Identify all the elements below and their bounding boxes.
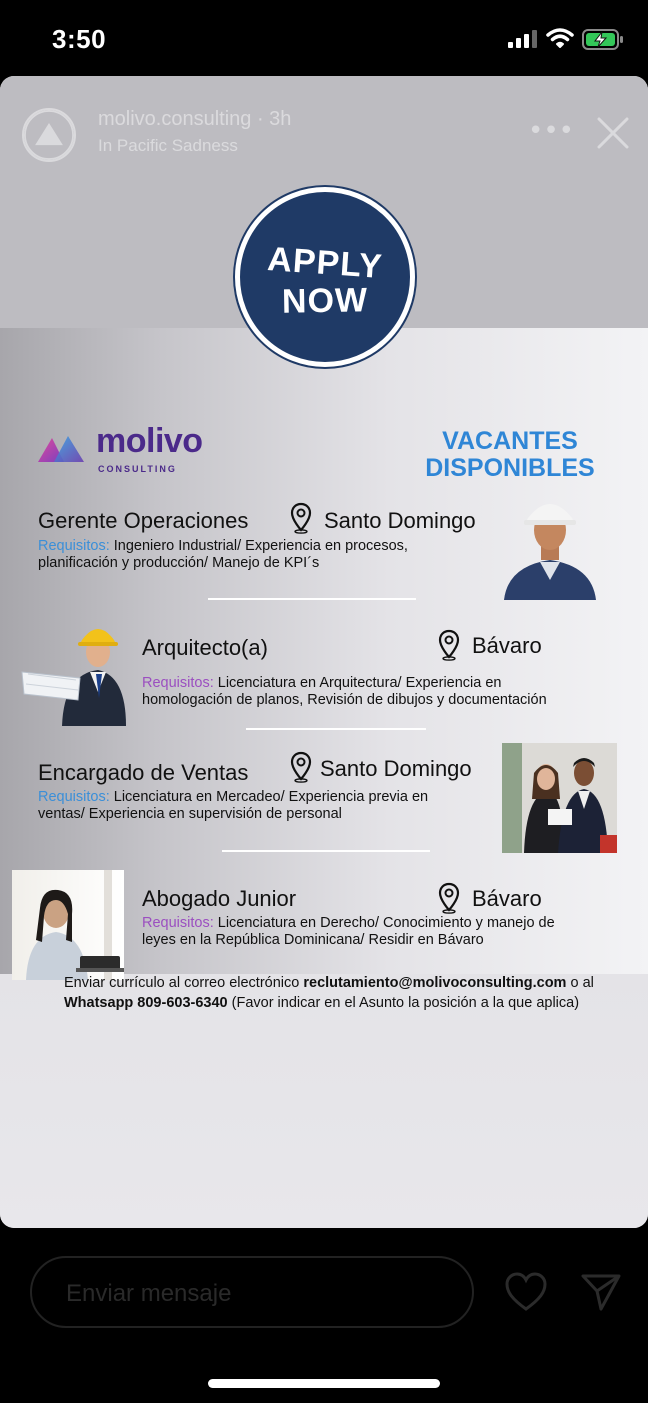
requirements-label: Requisitos: xyxy=(142,675,214,691)
more-options-icon[interactable]: ••• xyxy=(528,116,575,146)
headline-line-2: DISPONIBLES xyxy=(425,454,595,482)
job-title: Gerente Operaciones xyxy=(38,508,249,533)
story-music-subtitle[interactable]: In Pacific Sadness xyxy=(98,136,238,155)
footer-line-1 xyxy=(64,975,594,991)
story-bottom-shade xyxy=(0,974,648,1228)
cellular-signal-icon xyxy=(508,30,540,48)
profile-avatar[interactable] xyxy=(22,108,76,162)
message-placeholder: Enviar mensaje xyxy=(66,1280,232,1307)
status-time: 3:50 xyxy=(52,24,107,54)
job-location: Santo Domingo xyxy=(324,508,476,533)
apply-line-1: APPLY xyxy=(266,240,384,286)
requirements-text: Licenciatura en Derecho/ Conocimiento y manejo de leyes en la República Dominicana/ Residir en Bávaro xyxy=(142,915,555,948)
apply-line-2: NOW xyxy=(281,281,369,321)
footer-email: reclutamiento@molivoconsulting.com xyxy=(303,975,567,991)
job-photo-sales-team xyxy=(502,743,617,853)
home-indicator[interactable] xyxy=(208,1379,440,1388)
wifi-icon xyxy=(546,27,574,49)
job-photo-engineer xyxy=(500,488,600,600)
molivo-logo-mark-icon xyxy=(38,432,84,464)
job-requirements xyxy=(38,538,448,572)
close-icon[interactable] xyxy=(596,116,630,150)
requirements-text: Ingeniero Industrial/ Experiencia en procesos, planificación y producción/ Manejo de KPI´s xyxy=(38,538,408,571)
headline xyxy=(420,428,600,482)
apply-now-badge xyxy=(235,187,415,367)
requirements-label: Requisitos: xyxy=(38,789,110,805)
status-bar xyxy=(0,0,648,76)
location-pin-icon xyxy=(290,502,312,534)
battery-charging-icon xyxy=(582,29,624,50)
requirements-text: Licenciatura en Arquitectura/ Experiencia en homologación de planos, Revisión de dibujos y documentación xyxy=(142,675,547,708)
footer-whatsapp: Whatsapp 809-603-6340 xyxy=(64,995,228,1011)
requirements-label: Requisitos: xyxy=(38,538,110,554)
location-pin-icon xyxy=(438,629,460,661)
send-icon[interactable] xyxy=(580,1272,622,1312)
job-title: Encargado de Ventas xyxy=(38,760,249,785)
job-photo-lawyer xyxy=(12,870,124,980)
logo-name: molivo xyxy=(96,422,203,460)
section-divider xyxy=(208,598,416,600)
footer-prefix: Enviar currículo al correo electrónico xyxy=(64,975,300,991)
job-requirements xyxy=(38,789,458,823)
section-divider xyxy=(246,728,426,730)
message-input[interactable] xyxy=(30,1256,474,1328)
job-requirements xyxy=(142,915,582,949)
story-reply-bar xyxy=(0,1228,648,1403)
story-header xyxy=(0,76,648,176)
footer-suffix: o al xyxy=(570,975,594,991)
job-photo-architect xyxy=(20,614,130,726)
job-location: Bávaro xyxy=(472,886,542,911)
job-location: Santo Domingo xyxy=(320,756,472,781)
story-username[interactable]: molivo.consulting · 3h xyxy=(98,108,292,130)
job-title: Arquitecto(a) xyxy=(142,635,268,660)
logo-tagline: CONSULTING xyxy=(98,464,177,474)
requirements-text: Licenciatura en Mercadeo/ Experiencia previa en ventas/ Experiencia en supervisión de personal xyxy=(38,789,429,822)
requirements-label: Requisitos: xyxy=(142,915,214,931)
job-title: Abogado Junior xyxy=(142,886,297,911)
headline-line-1: VACANTES xyxy=(442,427,578,455)
heart-icon[interactable] xyxy=(504,1272,548,1312)
job-requirements xyxy=(142,675,572,709)
molivo-logo xyxy=(38,422,238,478)
section-divider xyxy=(222,850,430,852)
story-card[interactable] xyxy=(0,76,648,1228)
location-pin-icon xyxy=(438,882,460,914)
job-location: Bávaro xyxy=(472,633,542,658)
footer-note: (Favor indicar en el Asunto la posición a la que aplica) xyxy=(231,995,580,1011)
job-flyer xyxy=(0,328,648,1011)
footer-line-2 xyxy=(64,995,579,1011)
location-pin-icon xyxy=(290,751,312,783)
